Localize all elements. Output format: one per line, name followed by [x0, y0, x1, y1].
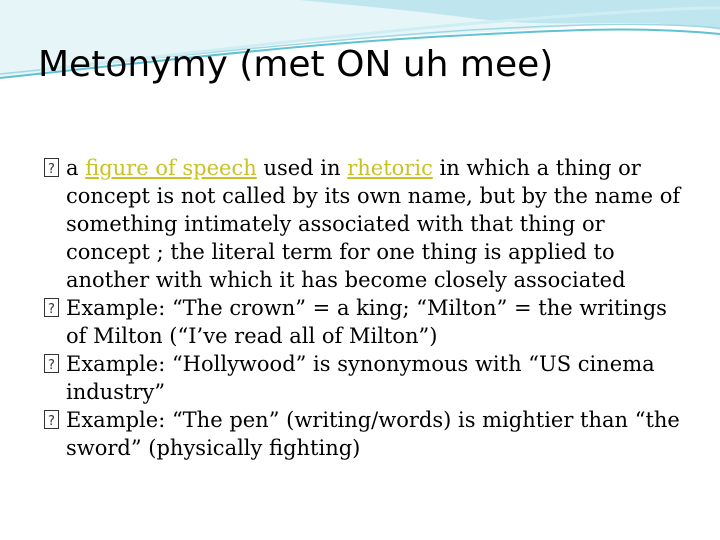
bullet-marker-icon	[44, 158, 59, 177]
bullet-text: Example: “The pen” (writing/words) is mightier than “the sword” (physically fighting)	[66, 408, 680, 460]
term-link[interactable]: rhetoric	[347, 156, 433, 180]
bullet-text: Example: “The crown” = a king; “Milton” = the writings of Milton (“I’ve read all of Milton”)	[66, 296, 667, 348]
bullet-text: Example: “Hollywood” is synonymous with “US cinema industry”	[66, 352, 655, 404]
bullet-marker-icon	[44, 298, 59, 317]
bullet-item	[44, 350, 684, 406]
bullet-item	[44, 294, 684, 350]
bullet-text: in which a thing or concept is not called by its own name, but by the name of something intimately associated with that thing or concept ; the literal term for one thing is applied to another with which it has become closely associated	[66, 156, 681, 292]
bullet-list	[44, 154, 684, 462]
bullet-item	[44, 406, 684, 462]
bullet-item	[44, 154, 684, 294]
bullet-marker-icon	[44, 410, 59, 429]
bullet-text: a	[66, 156, 86, 180]
term-link[interactable]: figure of speech	[85, 156, 257, 180]
bullet-marker-icon	[44, 354, 59, 373]
slide-title: Metonymy (met ON uh mee)	[38, 44, 554, 85]
bullet-text: used in	[256, 156, 348, 180]
